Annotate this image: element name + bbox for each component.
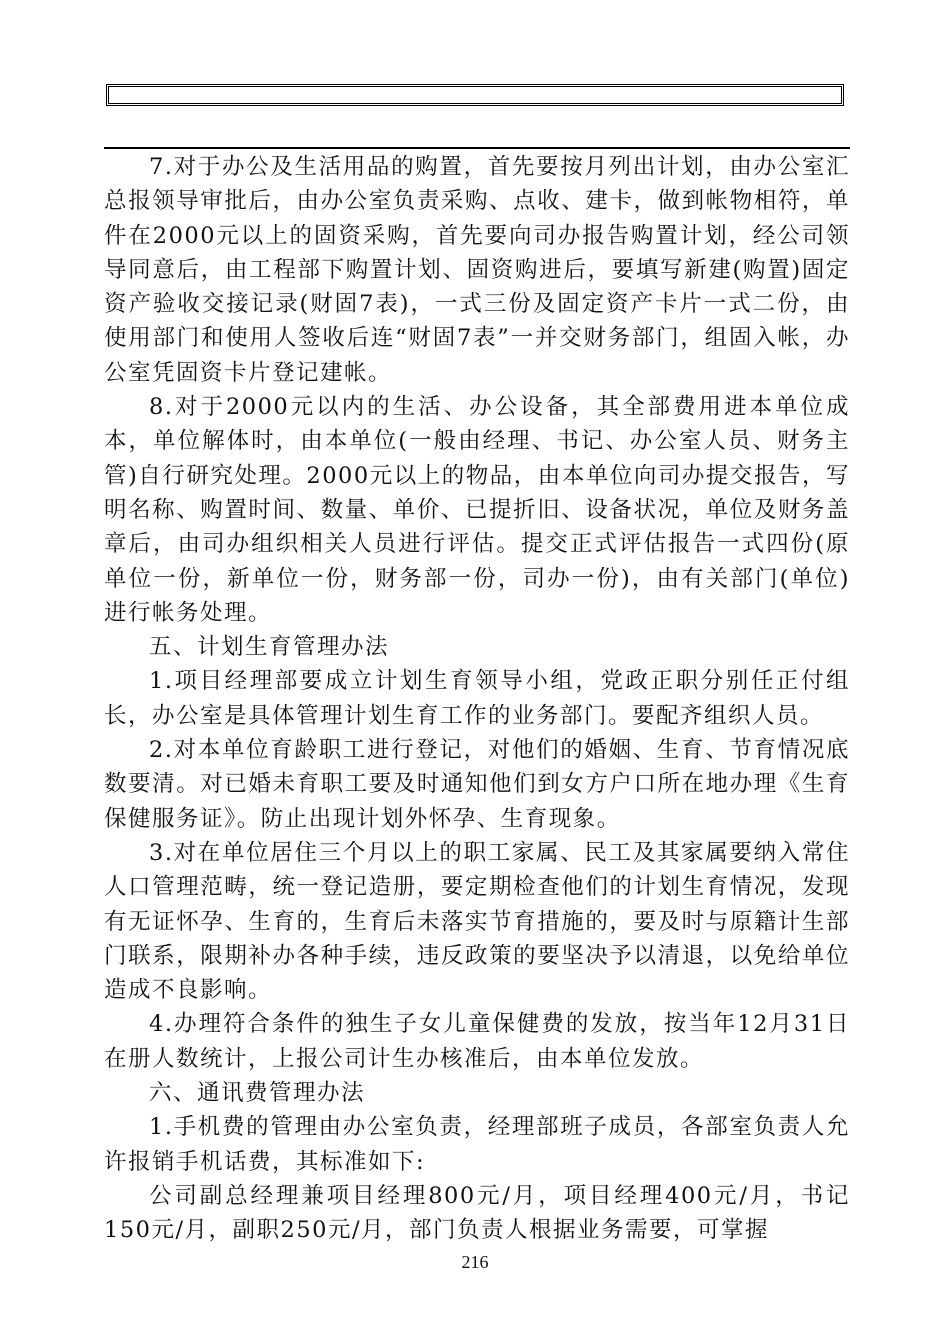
paragraph-item-8: 8.对于2000元以内的生活、办公设备，其全部费用进本单位成本，单位解体时，由本单位(一般由经理、书记、办公室人员、财务主管)自行研究处理。2000元以上的物品，由本单位向司办提交报告，写明名称、购置时间、数量、单价、已提折旧、设备状况，单位及财务盖章后，由司办组织相关人员进行评估。提交正式评估报告一式四份(原单位一份，新单位一份，财务部一份，司办一份)，由有关部门(单位)进行帐务处理。 — [104, 394, 850, 626]
paragraph-fp-3: 3.对在单位居住三个月以上的职工家属、民工及其家属要纳入常住人口管理范畴，统一登记造册，要定期检查他们的计划生育情况，发现有无证怀孕、生育的，生育后未落实节育措施的，要及时与原籍计生部门联系，限期补办各种手续，违反政策的要坚决予以清退，以免给单位造成不良影响。 — [104, 839, 850, 1004]
section-heading-communication-fees: 六、通讯费管理办法 — [149, 1080, 366, 1107]
paragraph-fp-1: 1.项目经理部要成立计划生育领导小组，党政正职分别任正付组长，办公室是具体管理计划生育工作的业务部门。要配齐组织人员。 — [104, 668, 850, 729]
body-text — [104, 150, 850, 1248]
header-rule — [104, 147, 850, 149]
section-heading-family-planning: 五、计划生育管理办法 — [149, 634, 390, 661]
page-number: 216 — [461, 1252, 489, 1272]
paragraph-comm-standard: 公司副总经理兼项目经理800元/月，项目经理400元/月，书记150元/月，副职250元/月，部门负责人根据业务需要，可掌握 — [104, 1182, 850, 1244]
paragraph-comm-1: 1.手机费的管理由办公室负责，经理部班子成员，各部室负责人允许报销手机话费，其标准如下: — [104, 1114, 850, 1175]
paragraph-fp-4: 4.办理符合条件的独生子女儿童保健费的发放，按当年12月31日在册人数统计，上报公司计生办核准后，由本单位发放。 — [104, 1011, 850, 1072]
header-frame — [106, 84, 844, 106]
paragraph-fp-2: 2.对本单位育龄职工进行登记，对他们的婚姻、生育、节育情况底数要清。对已婚未育职工要及时通知他们到女方户口所在地办理《生育保健服务证》。防止出现计划外怀孕、生育现象。 — [104, 737, 850, 832]
paragraph-item-7: 7.对于办公及生活用品的购置，首先要按月列出计划，由办公室汇总报领导审批后，由办公室负责采购、点收、建卡，做到帐物相符，单件在2000元以上的固资采购，首先要向司办报告购置计划，经公司领导同意后，由工程部下购置计划、固资购进后，要填写新建(购置)固定资产验收交接记录(财固7表)，一式三份及固定资产卡片一式二份，由使用部门和使用人签收后连“财固7表”一并交财务部门，组固入帐，办公室凭固资卡片登记建帐。 — [104, 154, 850, 386]
